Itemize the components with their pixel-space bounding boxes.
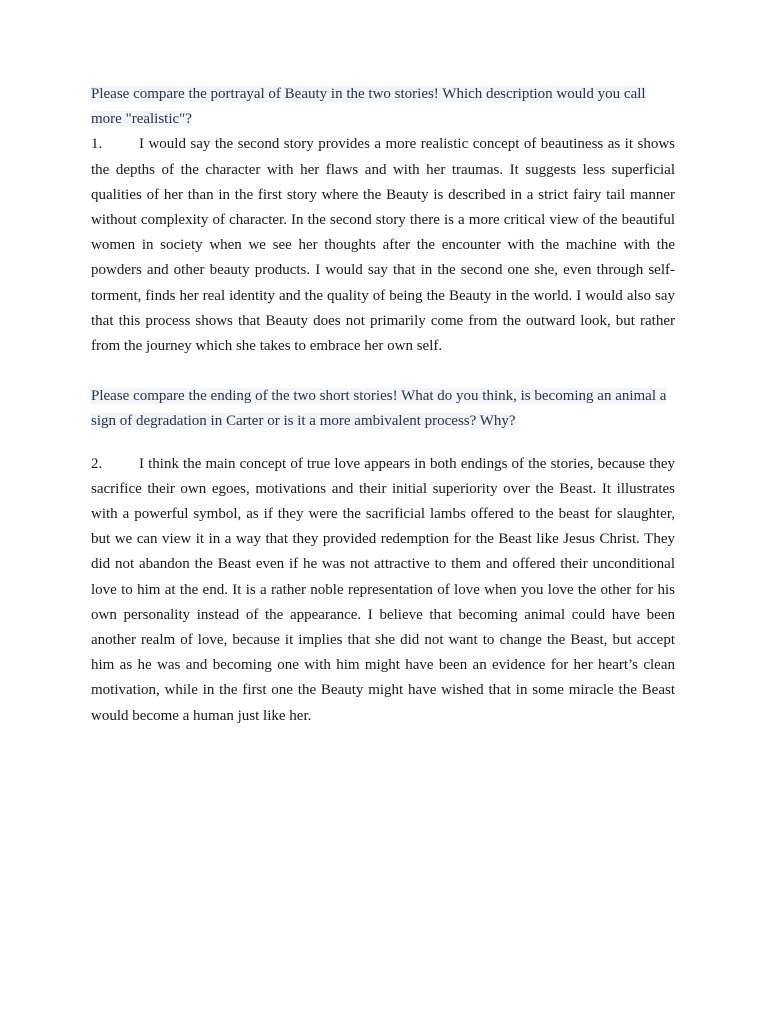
spacer: [91, 435, 675, 452]
question-2-text: Please compare the ending of the two short stories! What do you think, is becoming an animal a sign of degradation in Carter or is it a more ambivalent process? Why?: [91, 388, 667, 430]
answer-1-number: 1.: [91, 136, 103, 153]
answer-1-text: I would say the second story provides a more realistic concept of beautiness as it shows the depths of the character with her flaws and with her traumas. It suggests less superficial qualities of her than in the first story where the Beauty is described in a strict fairy tail manner without complexity of character. In the second story there is a more critical view of the beautiful women in society when we see her thoughts after the encounter with the machine with the powders and other beauty products. I would say that in the second one she, even through self-torment, finds her real identity and the quality of being the Beauty in the world. I would also say that this process shows that Beauty does not primarily come from the outward look, but rather from the journey which she takes to embrace her own self.: [91, 136, 675, 355]
answer-2-number: 2.: [91, 455, 103, 472]
question-1-text: Please compare the portrayal of Beauty in the two stories! Which description would you call more "realistic"?: [91, 86, 646, 128]
question-2: [91, 384, 675, 434]
answer-2: [91, 452, 675, 729]
document-body: [91, 82, 675, 729]
spacer: [91, 359, 675, 384]
answer-2-text: I think the main concept of true love appears in both endings of the stories, because they sacrifice their own egoes, motivations and their initial superiority over the Beast. It illustrates with a powerful symbol, as if they were the sacrificial lambs offered to the beast for slaughter, but we can view it in a way that they provided redemption for the Beast like Jesus Christ. They did not abandon the Beast even if he was not attractive to them and offered their unconditional love to him at the end. It is a rather noble representation of love when you love the other for his own personality instead of the appearance. I believe that becoming animal could have been another realm of love, because it implies that she did not want to change the Beast, but accept him as he was and becoming one with him might have been an evidence for her heart’s clean motivation, while in the first one the Beauty might have wished that in some miracle the Beast would become a human just like her.: [91, 455, 675, 724]
question-1: [91, 82, 675, 132]
answer-1: [91, 132, 675, 359]
